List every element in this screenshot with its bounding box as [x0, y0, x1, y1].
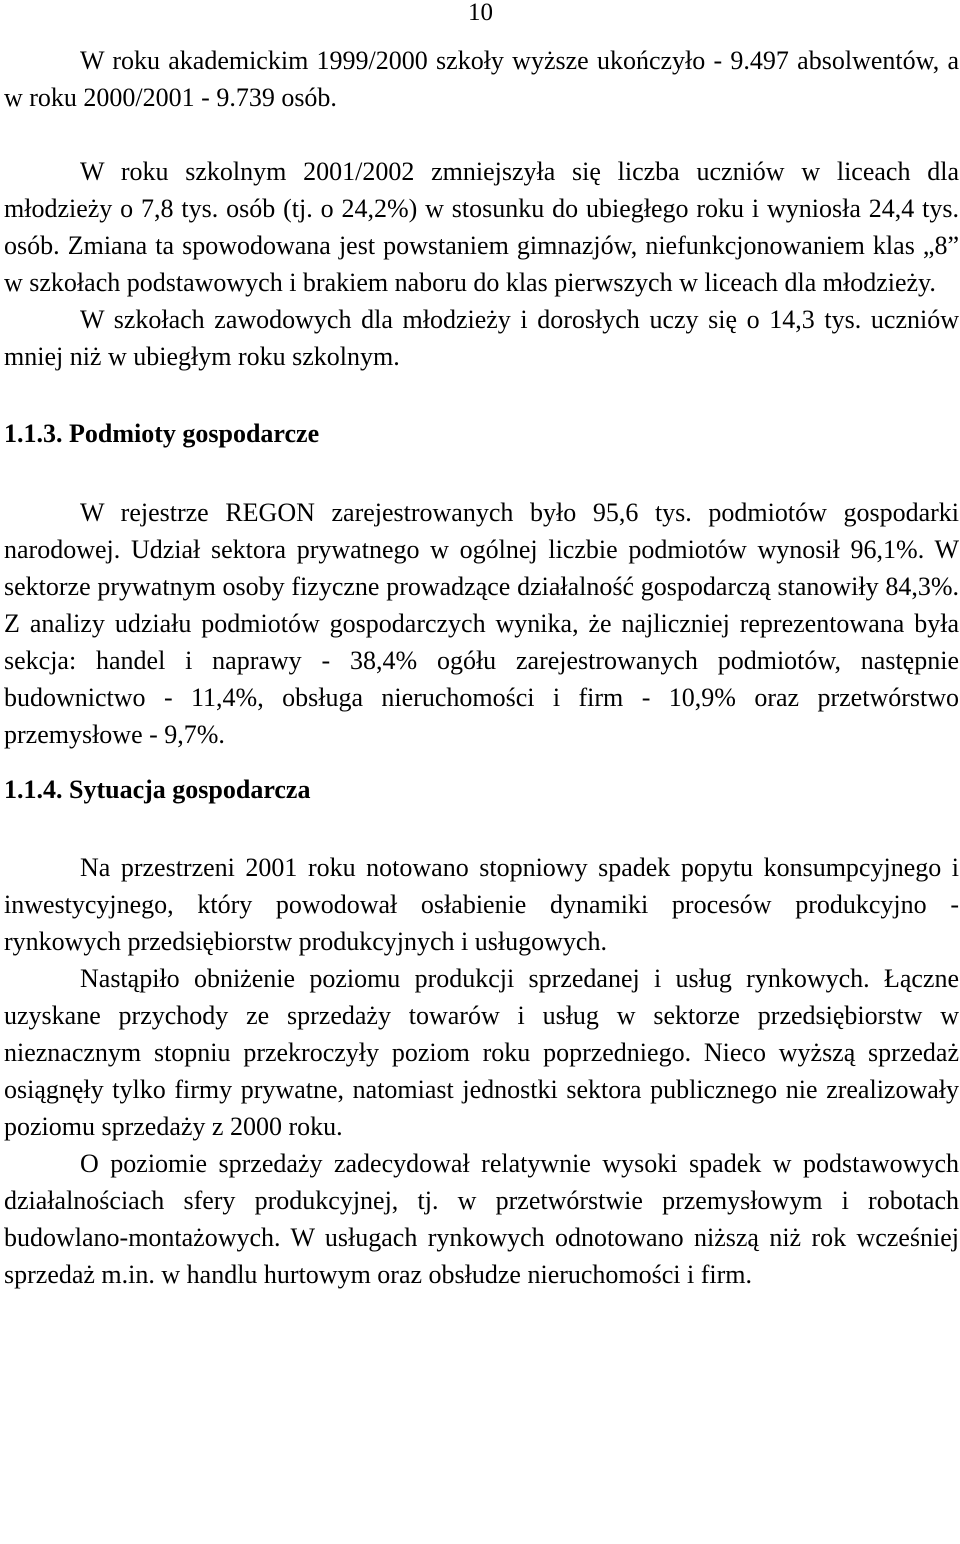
paragraph-regon-register: W rejestrze REGON zarejestrowanych było 95,6 tys. podmiotów gospodarki narodowej. Udział sektora prywatnego w ogólnej liczbie podmiotów wynosił 96,1%. W sektorze prywatnym osoby fizyczne prowadzące działalność gospodarczą stanowiły 84,3%. Z analizy udziału podmiotów gospodarczych wynika, że najliczniej reprezentowana była sekcja: handel i naprawy - 38,4% ogółu zarejestrowanych podmiotów, następnie budownictwo - 11,4%, obsługa nieruchomości i firm - 10,9% oraz przetwórstwo przemysłowe - 9,7%.	[4, 498, 959, 749]
paragraph-high-school-students: W roku szkolnym 2001/2002 zmniejszyła się liczba uczniów w liceach dla młodzieży o 7,8 tys. osób (tj. o 24,2%) w stosunku do ubiegłego roku i wyniosła 24,4 tys. osób. Zmiana ta spowodowana jest powstaniem gimnazjów, niefunkcjonowaniem klas „8” w szkołach podstawowych i brakiem naboru do klas pierwszych w liceach dla młodzieży.	[4, 157, 959, 297]
paragraph-graduates: W roku akademickim 1999/2000 szkoły wyższe ukończyło - 9.497 absolwentów, a w roku 2000/2001 - 9.739 osób.	[4, 46, 959, 112]
paragraph-production-decrease: Nastąpiło obniżenie poziomu produkcji sprzedanej i usług rynkowych. Łączne uzyskane przychody ze sprzedaży towarów i usług w sektorze przedsiębiorstw w nieznacznym stopniu przekroczyły poziom roku poprzedniego. Nieco wyższą sprzedaż osiągnęły tylko firmy prywatne, natomiast jednostki sektora publicznego nie zrealizowały poziomu sprzedaży z 2000 roku.	[4, 964, 959, 1141]
page-number: 10	[468, 0, 493, 26]
paragraph-demand-decline: Na przestrzeni 2001 roku notowano stopniowy spadek popytu konsumpcyjnego i inwestycyjnego, który powodował osłabienie dynamiki procesów produkcyjno - rynkowych przedsiębiorstw produkcyjnych i usługowych.	[4, 853, 959, 956]
section-heading-business-entities: 1.1.3. Podmioty gospodarcze	[4, 419, 320, 448]
section-heading-economic-situation: 1.1.4. Sytuacja gospodarcza	[4, 775, 311, 804]
document-body	[4, 42, 959, 1293]
paragraph-vocational-schools: W szkołach zawodowych dla młodzieży i dorosłych uczy się o 14,3 tys. uczniów mniej niż w ubiegłym roku szkolnym.	[4, 305, 959, 371]
paragraph-sales-level: O poziomie sprzedaży zadecydował relatywnie wysoki spadek w podstawowych działalnościach sfery produkcyjnej, tj. w przetwórstwie przemysłowym i robotach budowlano-montażowych. W usługach rynkowych odnotowano niższą niż rok wcześniej sprzedaż m.in. w handlu hurtowym oraz obsłudze nieruchomości i firm.	[4, 1149, 959, 1289]
